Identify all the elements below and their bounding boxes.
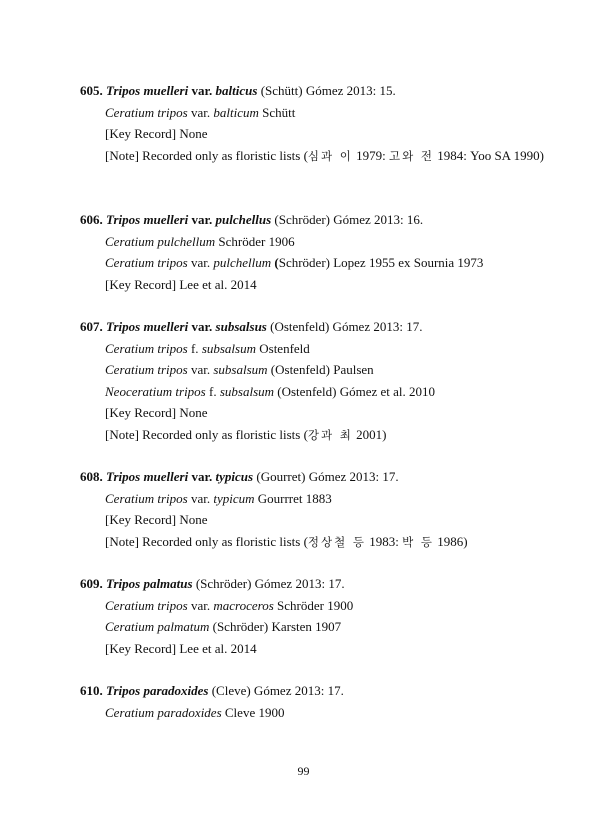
synonym-line [80, 595, 550, 617]
text-run: var. [191, 212, 213, 227]
text-run: 강과 최 [307, 427, 353, 442]
entry-heading [80, 680, 550, 702]
text-run: subsalsum [219, 383, 275, 399]
text-run: (Ostenfeld) Gómez 2013: 17. [270, 319, 423, 334]
text-run: Tripos paradoxides [106, 683, 209, 698]
key-record-line [80, 509, 550, 531]
text-run: Ceratium tripos [105, 104, 188, 120]
text-run: var. [187, 597, 214, 613]
text-run: (Cleve) Gómez 2013: 17. [211, 683, 344, 698]
text-run: Ceratium tripos [105, 490, 188, 506]
entry-605 [80, 80, 550, 167]
text-run: Schröder) Lopez 1955 ex Sournia 1973 [278, 255, 484, 270]
text-run: macroceros [213, 597, 274, 613]
text-run: var. [191, 83, 213, 98]
text-run: ( [271, 255, 279, 270]
key-record-line [80, 638, 550, 660]
text-run: pulchellus [215, 212, 272, 227]
key-record-line [80, 402, 550, 424]
text-run: Ostenfeld [256, 340, 310, 356]
entry-heading [80, 316, 550, 338]
text-run: var. [187, 490, 214, 506]
text-run: [Note] Recorded only as floristic lists ( [105, 147, 308, 163]
text-run: Ceratium paradoxides [105, 704, 222, 720]
synonym-line [80, 616, 550, 638]
text-run: [Key Record] None [105, 126, 208, 141]
text-run: Tripos muelleri [106, 83, 189, 98]
text-run: 2001) [352, 426, 387, 442]
text-run: Ceratium tripos [105, 362, 188, 377]
note-line [80, 424, 550, 446]
text-run: 606. [80, 212, 103, 227]
text-run: var. [187, 255, 214, 270]
synonym-line [80, 381, 550, 403]
synonym-line [80, 231, 550, 253]
text-run: Schröder 1906 [215, 233, 295, 249]
synonym-line [80, 359, 550, 381]
text-run: Gourrret 1883 [254, 490, 332, 506]
key-record-line [80, 274, 550, 296]
text-run: [Note] Recorded only as floristic lists ( [105, 426, 308, 442]
text-run: Ceratium pulchellum [105, 233, 216, 249]
text-run: Tripos palmatus [106, 576, 193, 591]
entry-610 [80, 680, 550, 723]
text-run: 610. [80, 683, 103, 698]
text-run: (Schütt) Gómez 2013: 15. [260, 83, 396, 98]
text-run: Ceratium tripos [105, 255, 188, 270]
text-run: 1979: [352, 147, 390, 163]
text-run: f. [187, 340, 202, 356]
text-run: (Schröder) Gómez 2013: 17. [195, 576, 345, 591]
text-run: var. [187, 104, 214, 120]
text-run: 1983: [366, 533, 403, 549]
text-run: (Gourret) Gómez 2013: 17. [256, 469, 399, 484]
text-run: (Ostenfeld) Gómez et al. 2010 [274, 383, 436, 399]
text-run: Tripos muelleri [106, 319, 189, 334]
text-run: Ceratium palmatum [105, 619, 210, 634]
text-run: 605. [80, 83, 103, 98]
text-run: subsalsum [213, 362, 268, 377]
text-run: (Schröder) Gómez 2013: 16. [274, 212, 424, 227]
text-run: Tripos muelleri [106, 212, 189, 227]
text-run: Schütt [258, 104, 296, 120]
text-run: subsalsum [201, 340, 256, 356]
text-run: [Note] Recorded only as floristic lists ( [105, 533, 308, 549]
text-run: Tripos muelleri [106, 469, 189, 484]
key-record-line [80, 123, 550, 145]
text-run: [Key Record] None [105, 512, 208, 527]
text-run: 박 등 [402, 534, 434, 549]
page-number: 99 [297, 764, 310, 778]
synonym-line [80, 338, 550, 360]
synonym-line [80, 702, 550, 724]
text-run: Neoceratium tripos [105, 383, 206, 399]
entry-608 [80, 466, 550, 552]
text-run: 심과 이 [307, 148, 353, 163]
note-line [80, 531, 550, 553]
text-run: 1986) [434, 533, 468, 549]
text-run: 정상철 등 [307, 534, 366, 549]
text-run: (Schröder) Karsten 1907 [209, 619, 342, 634]
text-run: [Key Record] Lee et al. 2014 [105, 640, 257, 656]
text-run: balticum [213, 104, 259, 120]
text-run: balticus [215, 83, 258, 98]
text-run: Ceratium tripos [105, 340, 188, 356]
text-run: typicus [215, 469, 254, 484]
text-run: var. [187, 362, 214, 377]
synonym-line [80, 252, 550, 274]
text-run: f. [205, 383, 220, 399]
text-run: [Key Record] Lee et al. 2014 [105, 276, 257, 292]
text-run: typicum [213, 490, 255, 506]
entry-heading [80, 573, 550, 595]
entry-606 [80, 209, 550, 295]
text-run: 609. [80, 576, 103, 591]
entry-heading [80, 209, 550, 231]
text-run: subsalsus [215, 319, 267, 334]
text-run: var. [191, 319, 213, 334]
text-run: (Ostenfeld) Paulsen [267, 362, 374, 377]
text-run: [Key Record] None [105, 405, 208, 420]
entry-607 [80, 316, 550, 445]
text-run: var. [191, 469, 213, 484]
synonym-line [80, 488, 550, 510]
text-run: 1984: Yoo SA 1990) [434, 147, 544, 163]
text-run: 607. [80, 319, 103, 334]
entry-heading [80, 80, 550, 102]
text-run: pulchellum [213, 255, 272, 270]
entry-609 [80, 573, 550, 659]
text-run: 608. [80, 469, 103, 484]
text-run: Ceratium tripos [105, 597, 188, 613]
text-run: Schröder 1900 [273, 597, 354, 613]
synonym-line [80, 102, 550, 124]
text-run: 고와 전 [389, 148, 434, 163]
note-line [80, 145, 550, 168]
entry-heading [80, 466, 550, 488]
text-run: Cleve 1900 [221, 704, 285, 720]
